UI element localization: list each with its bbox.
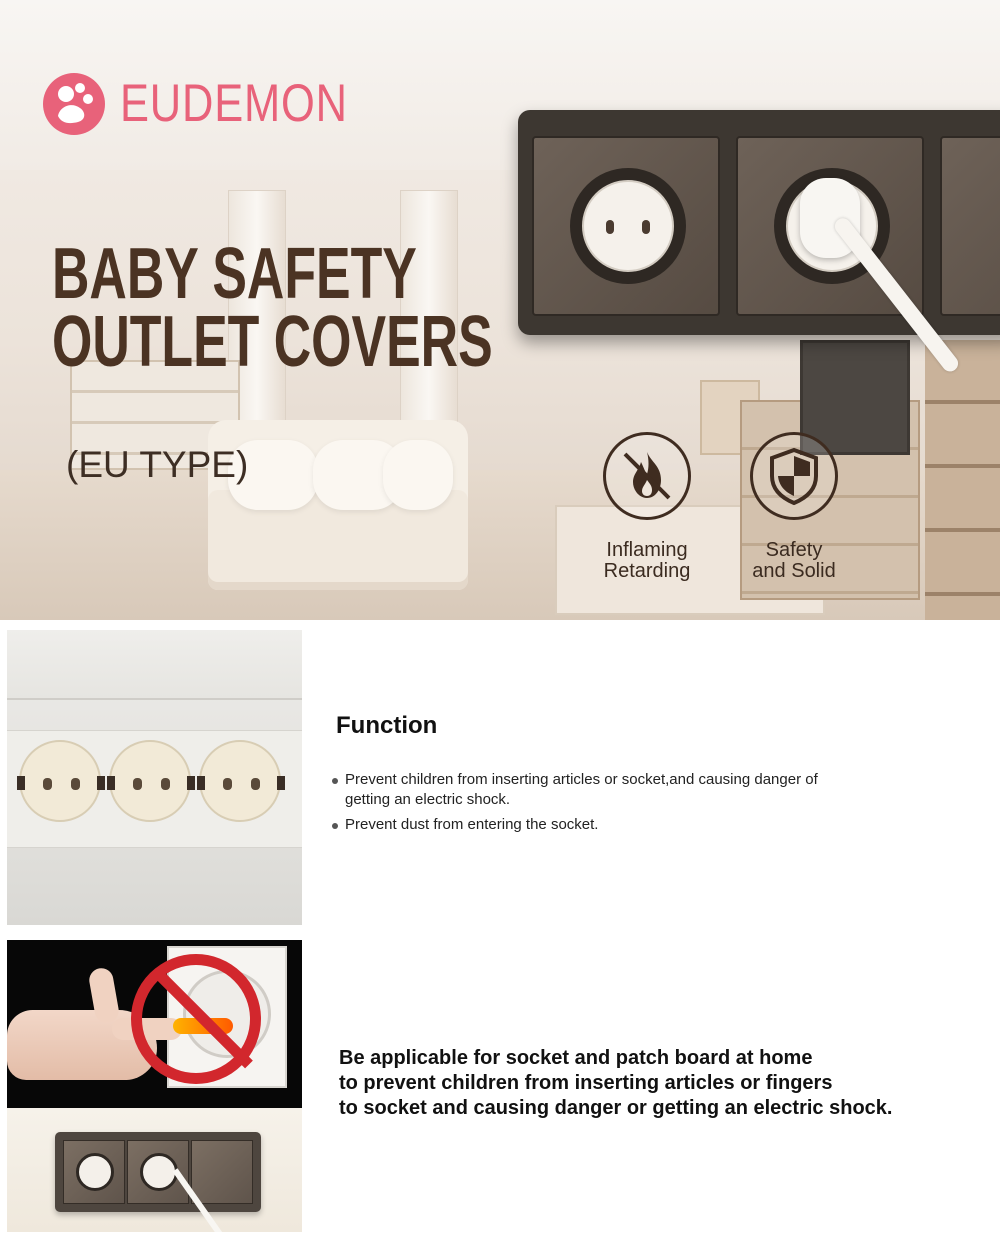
child-finger-warning-photo <box>7 940 302 1108</box>
badge-label-line-1: Inflaming <box>606 539 688 561</box>
function-list <box>332 770 892 840</box>
applicable-line: to socket and causing danger or getting an electric shock. <box>339 1097 893 1119</box>
outlet-cover <box>199 740 281 822</box>
headline-line-1: BABY SAFETY <box>52 234 417 314</box>
prohibited-icon <box>131 954 261 1084</box>
socket-empty <box>940 136 1000 316</box>
outlet-cover <box>19 740 101 822</box>
function-heading: Function <box>336 712 438 739</box>
function-item <box>332 815 892 835</box>
function-item <box>332 770 892 810</box>
badge-flame-retardant <box>591 432 703 582</box>
function-item-text-line-1: Prevent dust from entering the socket. <box>345 816 599 833</box>
patch-board-photo <box>7 1108 302 1232</box>
outlet-cover <box>582 180 674 272</box>
socket-with-cover <box>532 136 720 316</box>
brand-name: EUDEMON <box>120 74 348 133</box>
shield-icon <box>750 432 838 520</box>
applicable-line: Be applicable for socket and patch board at home <box>339 1047 813 1069</box>
socket-strip <box>518 110 1000 335</box>
applicable-line: to prevent children from inserting articles or fingers <box>339 1072 833 1094</box>
badge-safety <box>738 432 850 582</box>
function-item-text-line-2: getting an electric shock. <box>345 791 511 808</box>
product-type: (EU TYPE) <box>66 444 249 485</box>
no-fire-icon <box>603 432 691 520</box>
brand-logo <box>42 72 398 136</box>
page-title <box>52 234 493 382</box>
covers-on-wall-photo <box>7 630 302 925</box>
room-bookshelf <box>925 340 1000 620</box>
paw-logo-icon <box>42 72 106 136</box>
badge-label-line-1: Safety <box>765 539 823 561</box>
function-item-text-line-1: Prevent children from inserting articles or socket,and causing danger of <box>345 771 818 788</box>
badge-label-line-2: and Solid <box>752 560 836 582</box>
outlet-cover <box>109 740 191 822</box>
headline-line-2: OUTLET COVERS <box>52 302 493 382</box>
badge-label-line-2: Retarding <box>603 560 691 582</box>
applicable-description <box>339 1046 979 1121</box>
patch-board <box>55 1132 261 1212</box>
